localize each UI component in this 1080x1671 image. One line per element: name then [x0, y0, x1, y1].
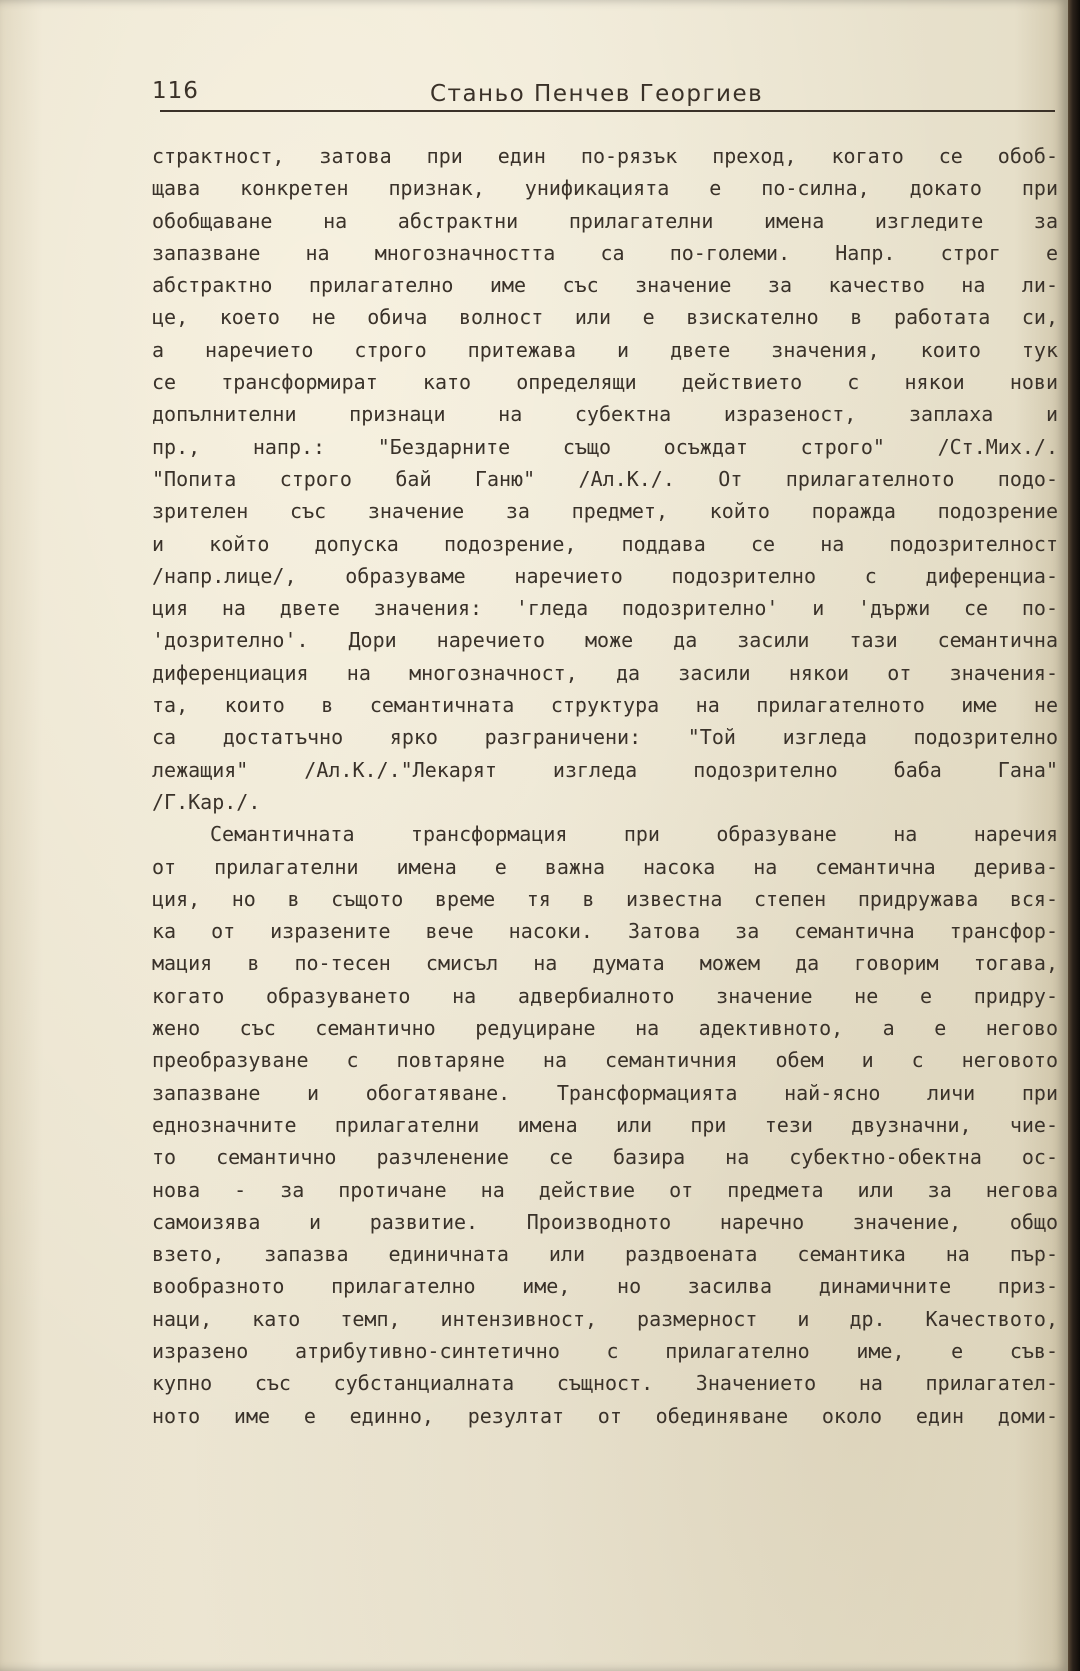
text-line: изразено атрибутивно-синтетично с прилагателно име, е съв-: [152, 1338, 1058, 1363]
text-line: 'дозрително'. Дори наречието може да засили тази семантична: [152, 628, 1058, 653]
text-line: ка от изразените вече насоки. Затова за семантична трансфор-: [152, 919, 1058, 944]
running-title: Станьо Пенчев Георгиев: [430, 81, 764, 107]
book-binding-edge: [1068, 0, 1080, 1671]
text-line: зрителен със значение за предмет, който поражда подозрение: [152, 499, 1058, 524]
text-line: Семантичната трансформация при образуване на наречия: [210, 822, 1058, 847]
text-line: от прилагателни имена е важна насока на семантична дерива-: [152, 854, 1058, 879]
text-line: нова - за протичане на действие от предмета или за негова: [152, 1177, 1058, 1202]
text-line: а наречието строго притежава и двете значения, които тук: [152, 337, 1058, 362]
text-line: наци, като темп, интензивност, размерност и др. Качеството,: [152, 1306, 1058, 1331]
text-line: еднозначните прилагателни имена или при тези двузначни, чие-: [152, 1112, 1058, 1137]
text-line: запазване и обогатяване. Трансформацията най-ясно личи при: [152, 1080, 1058, 1105]
text-line: "Попита строго бай Ганю" /Ал.К./. От прилагателното подо-: [152, 466, 1058, 491]
text-line: /напр.лице/, образуваме наречието подозрително с диференциа-: [152, 563, 1058, 588]
text-line: ното име е единно, резултат от обединяване около един доми-: [152, 1403, 1058, 1428]
text-line: преобразуване с повтаряне на семантичния обем и с неговото: [152, 1048, 1058, 1073]
paragraph-1: [152, 140, 1058, 818]
text-line: се трансформират като определящи действието с някои нови: [152, 370, 1058, 395]
text-line: ция, но в същото време тя в известна степен придружава вся-: [152, 886, 1058, 911]
text-line: абстрактно прилагателно име със значение за качество на ли-: [152, 273, 1058, 298]
text-line: самоизява и развитие. Производното наречно значение, общо: [152, 1209, 1058, 1234]
text-line: вообразното прилагателно име, но засилва динамичните приз-: [152, 1274, 1058, 1299]
text-line: взето, запазва единичната или раздвоената семантика на пър-: [152, 1242, 1058, 1267]
page-number: 116: [152, 78, 199, 104]
text-line: допълнителни признаци на субектна изразеност, заплаха и: [152, 402, 1058, 427]
paragraph-2: [152, 818, 1058, 1432]
text-line: са достатъчно ярко разграничени: "Той изгледа подозрително: [152, 725, 1058, 750]
text-line: жено със семантично редуциране на адективното, а е негово: [152, 1016, 1058, 1041]
text-line: диференциация на многозначност, да засили някои от значения-: [152, 660, 1058, 685]
text-line: ция на двете значения: 'гледа подозрително' и 'държи се по-: [152, 596, 1058, 621]
text-line: /Г.Кар./.: [152, 789, 261, 814]
text-line: мация в по-тесен смисъл на думата можем да говорим тогава,: [152, 951, 1058, 976]
text-line: то семантично разчленение се базира на субектно-обектна ос-: [152, 1145, 1058, 1170]
text-line: обобщаване на абстрактни прилагателни имена изгледите за: [152, 208, 1058, 233]
header-rule: [160, 110, 1055, 112]
text-line: купно със субстанциалната същност. Значението на прилагател-: [152, 1371, 1058, 1396]
text-line: и който допуска подозрение, поддава се на подозрителност: [152, 531, 1058, 556]
text-line: запазване на многозначността са по-големи. Напр. строг е: [152, 240, 1058, 265]
page-header: [152, 78, 1052, 112]
text-line: щава конкретен признак, унификацията е по-силна, докато при: [152, 176, 1058, 201]
text-line: страктност, затова при един по-рязък преход, когато се обоб-: [152, 144, 1058, 168]
text-line: когато образуването на адвербиалното значение не е придру-: [152, 983, 1058, 1008]
text-line: та, които в семантичната структура на прилагателното име не: [152, 693, 1058, 718]
body-text: [152, 140, 1058, 1432]
text-line: пр., напр.: "Бездарните също осъждат строго" /Ст.Мих./.: [152, 434, 1058, 459]
text-line: це, което не обича волност или е взискателно в работата си,: [152, 305, 1058, 330]
text-line: лежащия" /Ал.К./."Лекарят изгледа подозрително баба Гана": [152, 757, 1058, 782]
